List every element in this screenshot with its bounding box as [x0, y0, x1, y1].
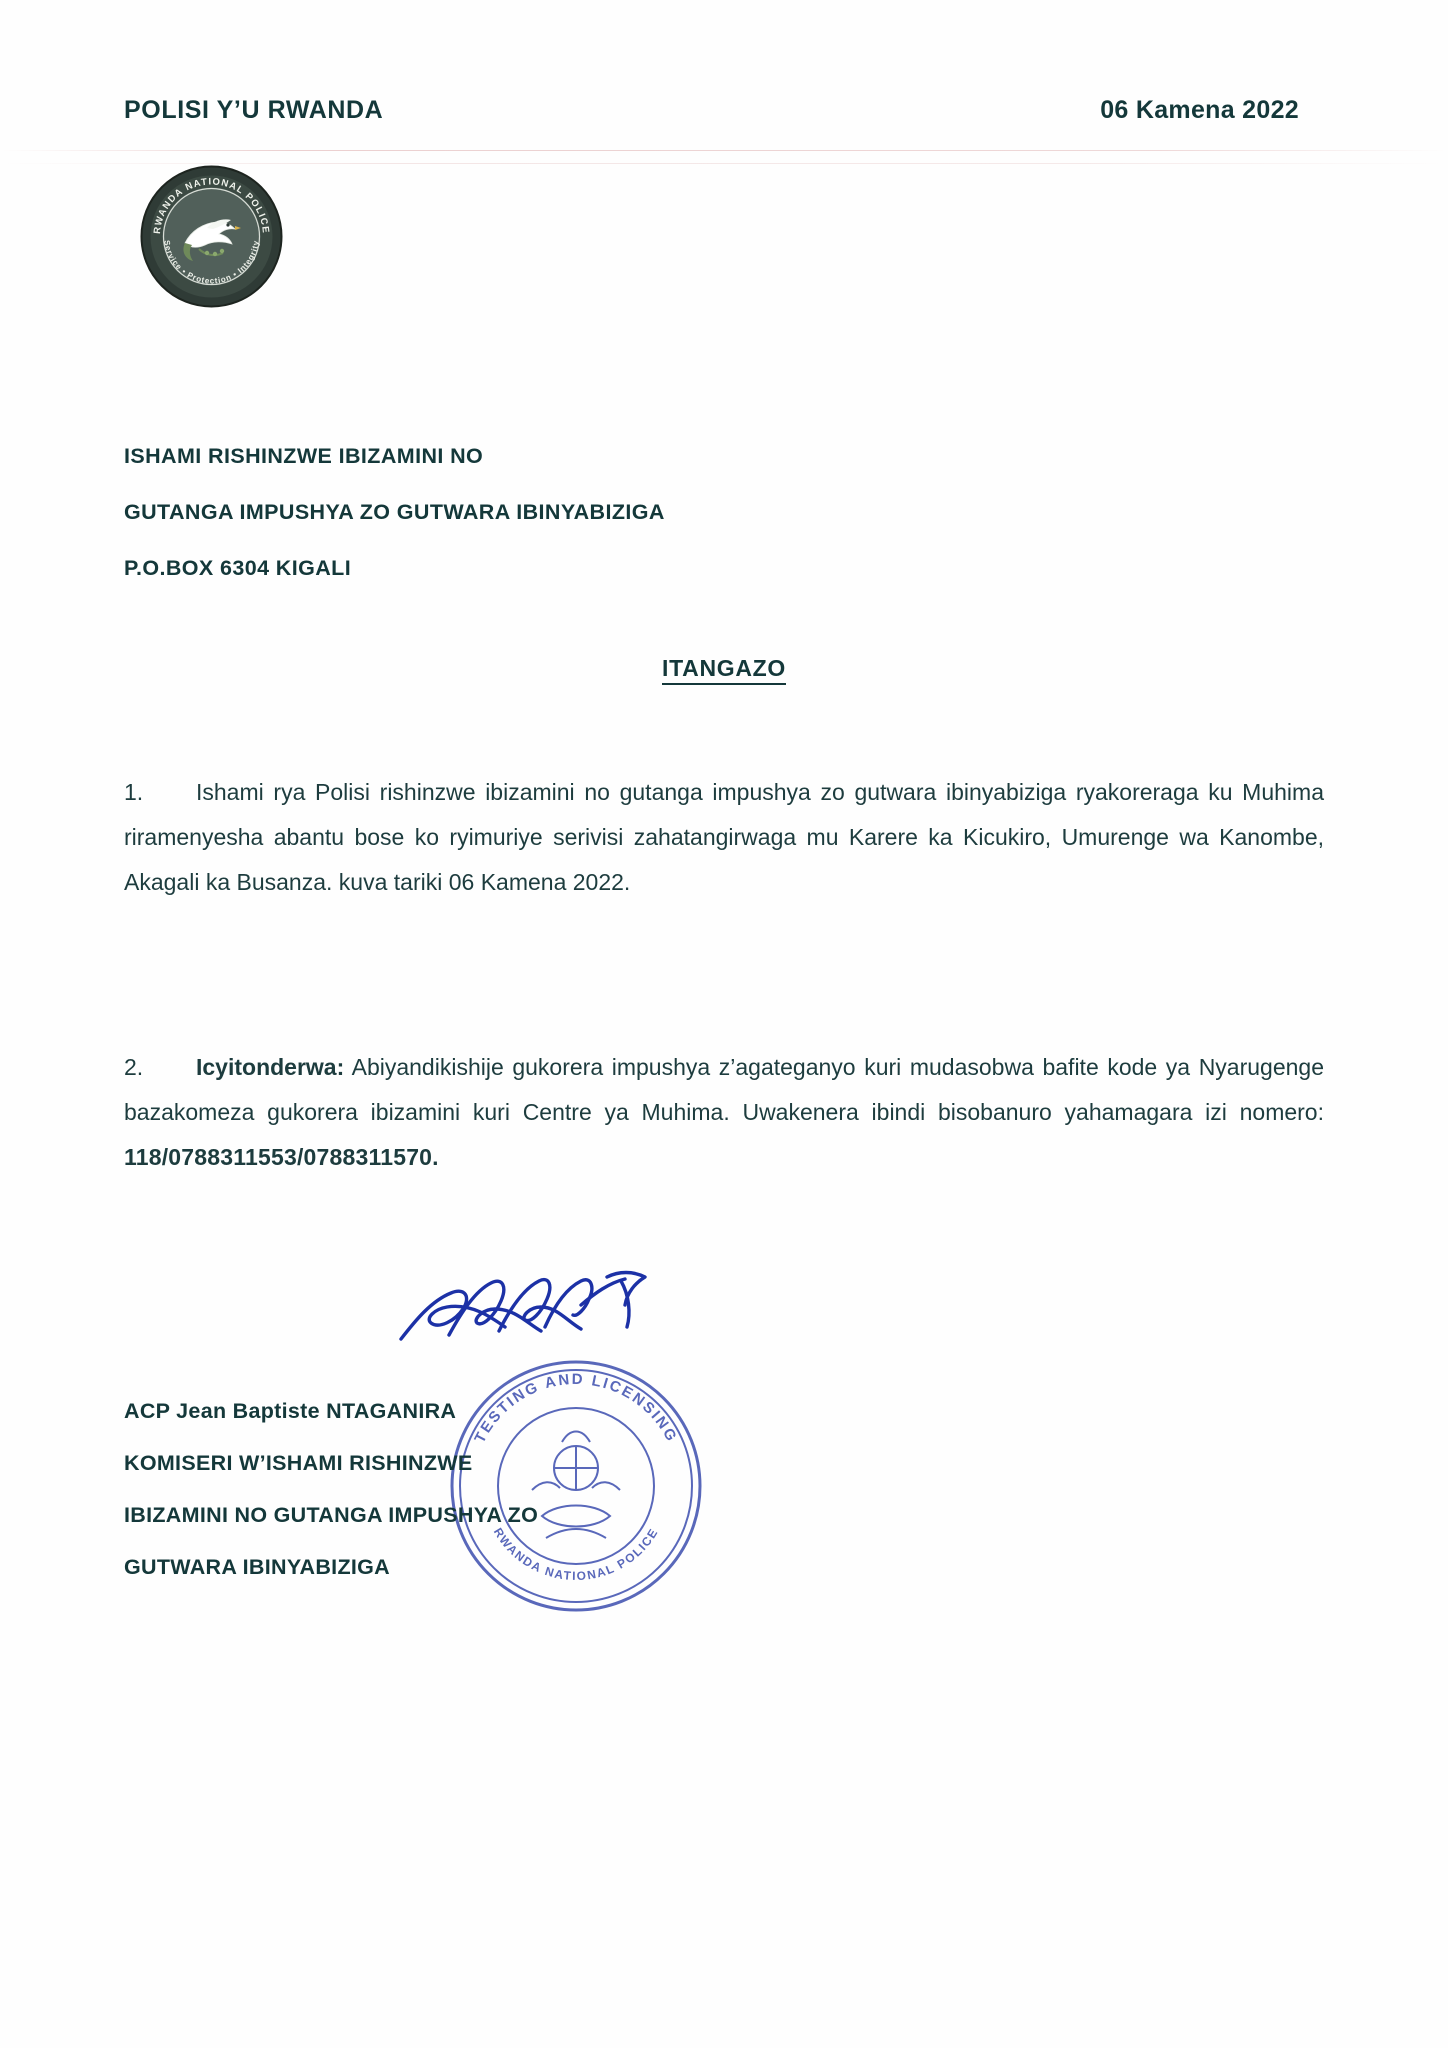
address-line-1: ISHAMI RISHINZWE IBIZAMINI NO: [124, 444, 484, 468]
paragraph-2-text: Abiyandikishije gukorera impushya z’agateganyo kuri mudasobwa bafite kode ya Nyarugenge bazakomeza gukorera ibizamini kuri Centre ya Muhima. Uwakenera ibindi bisobanuro yahamagara izi nomero:: [124, 1054, 1325, 1125]
address-line-2: GUTANGA IMPUSHYA ZO GUTWARA IBINYABIZIGA: [124, 500, 665, 524]
svg-text:TESTING AND LICENSING: TESTING AND LICENSING: [471, 1370, 681, 1446]
organization-name: POLISI Y’U RWANDA: [124, 96, 384, 124]
signatory-title-line-3: GUTWARA IBINYABIZIGA: [124, 1555, 390, 1579]
svg-text:RWANDA NATIONAL POLICE: RWANDA NATIONAL POLICE: [151, 176, 272, 235]
document-title-text: ITANGAZO: [662, 655, 786, 685]
scan-artifact-line: [0, 150, 1448, 151]
signatory-title-line-2: IBIZAMINI NO GUTANGA IMPUSHYA ZO: [124, 1503, 539, 1527]
scan-artifact-line: [0, 163, 1448, 164]
document-header: [124, 96, 1324, 125]
signatory-title-line-1: KOMISERI W’ISHAMI RISHINZWE: [124, 1451, 473, 1475]
paragraph-1: [124, 770, 1324, 905]
signature-block: [124, 1385, 538, 1593]
svg-text:Service • Protection • Integri: Service • Protection • Integrity: [162, 239, 261, 286]
handwritten-signature-icon: [395, 1265, 665, 1365]
contact-phone-numbers: 118/0788311553/0788311570.: [124, 1144, 439, 1170]
paragraph-1-text: Ishami rya Polisi rishinzwe ibizamini no gutanga impushya zo gutwara ibinyabiziga ryakoreraga ku Muhima riramenyesha abantu bose ko ryimuriye serivisi zahatangirwaga mu Karere ka Kicukiro, Umurenge wa Kanombe, Akagali ka Busanza. kuva tariki 06 Kamena 2022.: [124, 779, 1324, 895]
document-title: [0, 655, 1448, 682]
paragraph-2: [124, 1045, 1324, 1180]
address-line-3: P.O.BOX 6304 KIGALI: [124, 556, 352, 580]
paragraph-1-number: 1.: [124, 779, 144, 805]
signatory-name: ACP Jean Baptiste NTAGANIRA: [124, 1399, 457, 1423]
svg-text:RWANDA NATIONAL POLICE: RWANDA NATIONAL POLICE: [490, 1525, 662, 1584]
paragraph-2-lead: Icyitonderwa:: [196, 1054, 345, 1080]
address-block: [124, 428, 665, 596]
paragraph-2-number: 2.: [124, 1054, 144, 1080]
rwanda-national-police-crest-icon: [140, 165, 283, 308]
document-date: 06 Kamena 2022: [1100, 96, 1299, 124]
